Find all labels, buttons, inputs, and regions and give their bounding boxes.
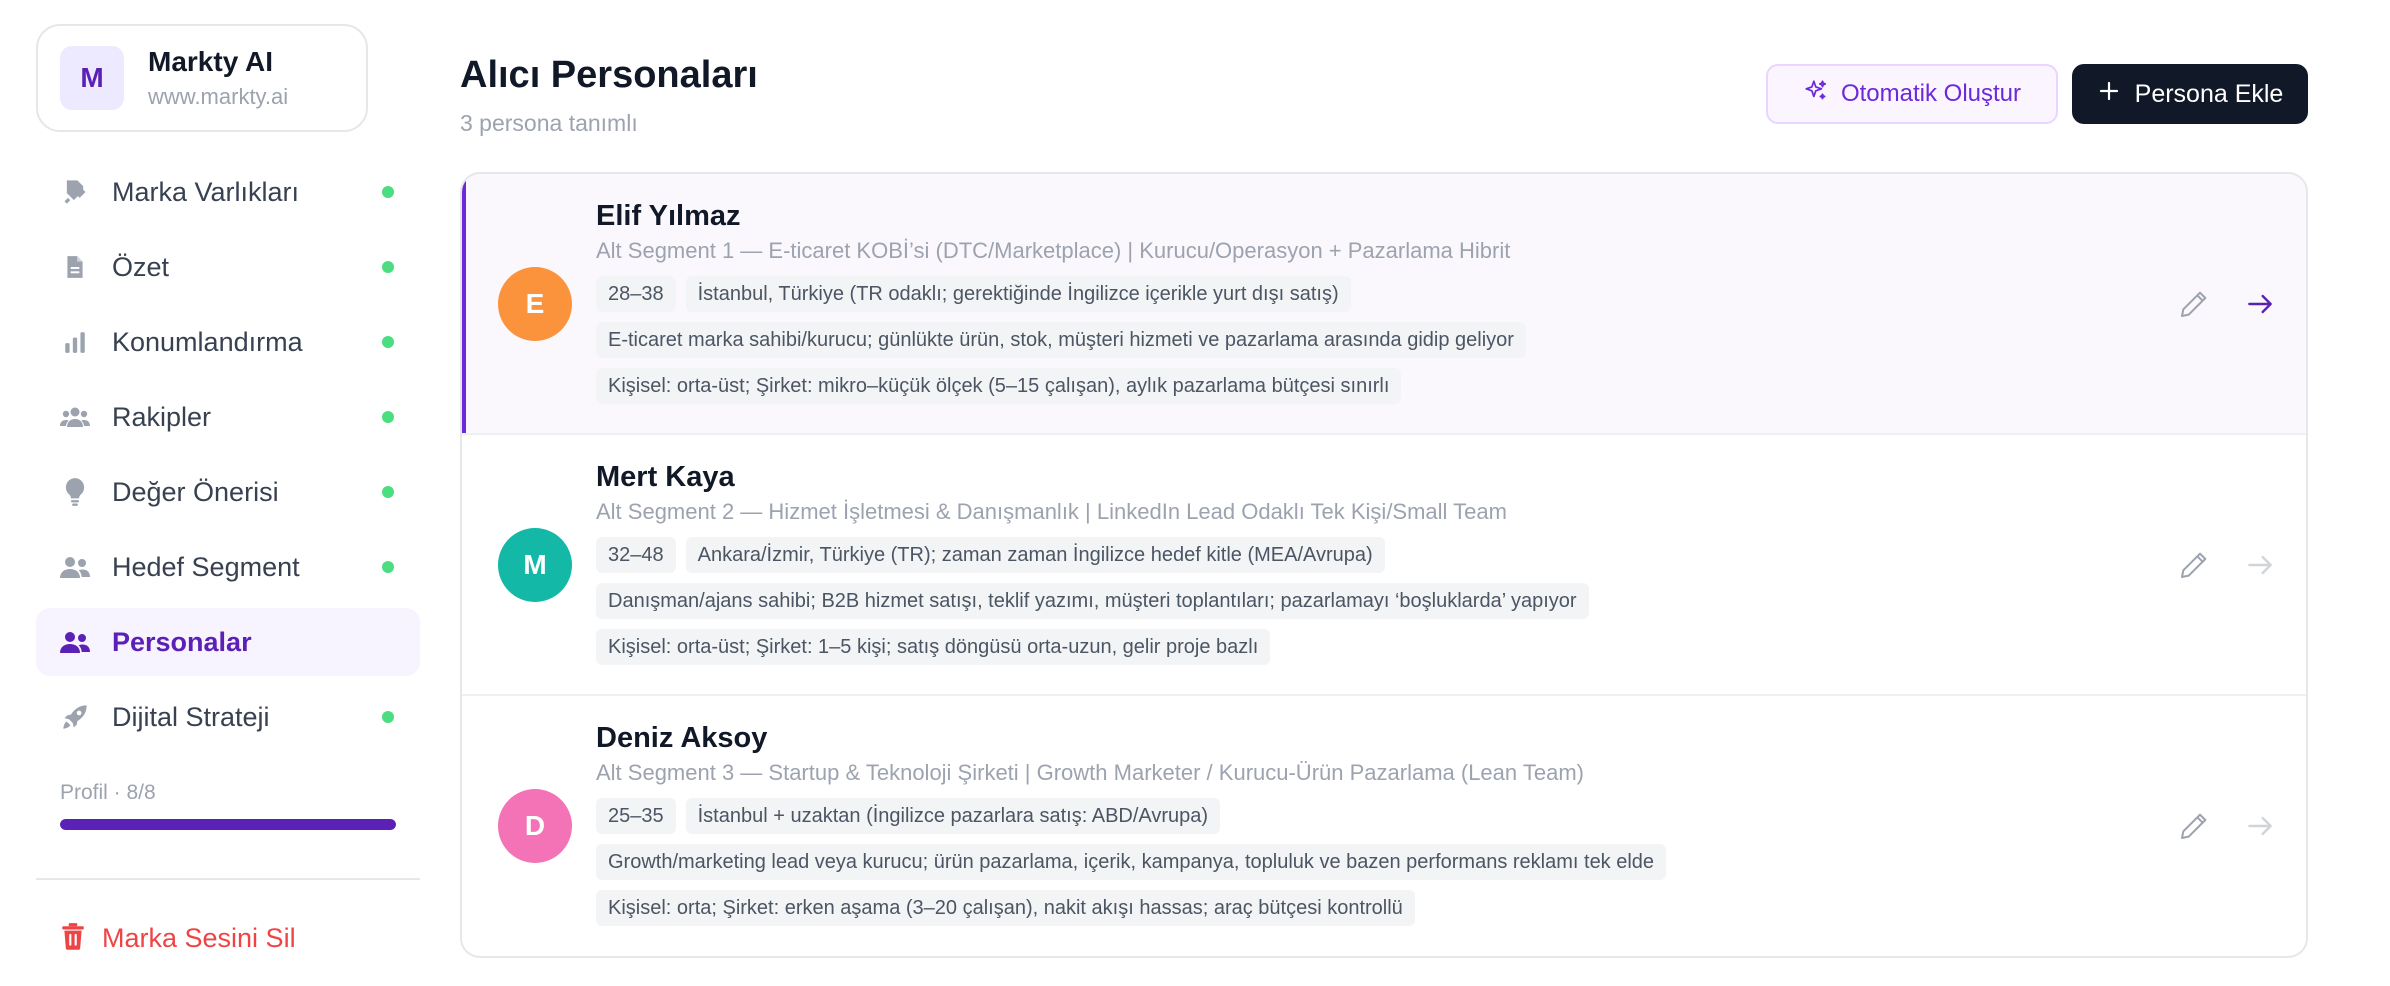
status-dot <box>382 261 394 273</box>
persona-role-chip: Growth/marketing lead veya kurucu; ürün pazarlama, içerik, kampanya, topluluk ve bazen performans reklamı tek elde <box>596 844 1666 880</box>
open-persona-button[interactable] <box>2244 549 2276 581</box>
profile-progress <box>36 781 420 830</box>
persona-location-chip: İstanbul + uzaktan (İngilizce pazarlara satış: ABD/Avrupa) <box>686 798 1220 834</box>
delete-label: Marka Sesini Sil <box>102 923 296 953</box>
persona-location-chip: İstanbul, Türkiye (TR odaklı; gerektiğinde İngilizce içerikle yurt dışı satış) <box>686 276 1351 312</box>
persona-income-chip: Kişisel: orta; Şirket: erken aşama (3–20 çalışan), nakit akışı hassas; araç bütçesi kontrollü <box>596 890 1415 926</box>
brand-avatar: M <box>60 46 124 110</box>
profile-progress-label: Profil · 8/8 <box>60 781 156 804</box>
brand-url: www.markty.ai <box>148 84 289 109</box>
open-persona-button[interactable] <box>2244 810 2276 842</box>
sidebar-nav <box>36 158 420 751</box>
arrow-right-icon <box>2244 829 2276 846</box>
page-title: Alıcı Personaları <box>460 54 758 96</box>
persona-age-chip: 25–35 <box>596 798 676 834</box>
persona-role-chip: Danışman/ajans sahibi; B2B hizmet satışı, teklif yazımı, müşteri toplantıları; pazarlamayı ‘boşluklarda’ yapıyor <box>596 583 1589 619</box>
status-dot <box>382 411 394 423</box>
persona-row[interactable] <box>462 696 2306 957</box>
persona-row[interactable] <box>462 174 2306 435</box>
persona-role-chip: E-ticaret marka sahibi/kurucu; günlükte ürün, stok, müşteri hizmeti ve pazarlama arasında gidip geliyor <box>596 322 1526 358</box>
status-dot <box>382 711 394 723</box>
status-dot <box>382 486 394 498</box>
sidebar-item-label: Personalar <box>112 626 252 657</box>
persona-income-chip: Kişisel: orta-üst; Şirket: 1–5 kişi; satış döngüsü orta-uzun, gelir proje bazlı <box>596 629 1270 665</box>
brand-card[interactable] <box>36 24 368 132</box>
persona-age-chip: 28–38 <box>596 276 676 312</box>
persona-location-chip: Ankara/İzmir, Türkiye (TR); zaman zaman İngilizce hedef kitle (MEA/Avrupa) <box>686 537 1385 573</box>
auto-generate-button[interactable] <box>1766 64 2058 124</box>
open-persona-button[interactable] <box>2244 288 2276 320</box>
sidebar-item-label: Konumlandırma <box>112 326 303 357</box>
sidebar-item-label: Dijital Strateji <box>112 701 270 732</box>
sidebar-divider <box>36 878 420 880</box>
persona-initial: M <box>523 549 547 580</box>
edit-persona-button[interactable] <box>2178 810 2210 842</box>
trash-icon <box>60 922 86 955</box>
personas-icon <box>60 627 90 657</box>
persona-income-chip: Kişisel: orta-üst; Şirket: mikro–küçük ölçek (5–15 çalışan), aylık pazarlama bütçesi sınırlı <box>596 368 1401 404</box>
sparkles-icon <box>1803 78 1829 111</box>
sidebar-item-marka-varliklari[interactable] <box>36 158 420 226</box>
sidebar-item-label: Rakipler <box>112 401 212 432</box>
page-subtitle: 3 persona tanımlı <box>460 110 638 136</box>
status-dot <box>382 186 394 198</box>
add-persona-label: Persona Ekle <box>2134 79 2284 108</box>
pencil-icon <box>2178 307 2210 324</box>
users-group-icon <box>60 402 90 432</box>
pencil-icon <box>2178 568 2210 585</box>
user-pair-icon <box>60 552 90 582</box>
sidebar-item-label: Değer Önerisi <box>112 476 279 507</box>
sidebar-item-dijital-strateji[interactable] <box>36 683 420 751</box>
persona-name: Mert Kaya <box>596 461 735 493</box>
sidebar-item-ozet[interactable] <box>36 233 420 301</box>
edit-persona-button[interactable] <box>2178 549 2210 581</box>
add-persona-button[interactable] <box>2072 64 2308 124</box>
delete-brand-voice-button[interactable] <box>60 922 296 955</box>
persona-name: Elif Yılmaz <box>596 200 741 232</box>
auto-generate-label: Otomatik Oluştur <box>1840 80 2022 107</box>
document-icon <box>60 252 90 282</box>
persona-age-chip: 32–48 <box>596 537 676 573</box>
profile-progress-track <box>60 819 396 830</box>
sidebar-item-label: Hedef Segment <box>112 551 300 582</box>
sidebar-item-hedef-segment[interactable] <box>36 533 420 601</box>
persona-segment: Alt Segment 2 — Hizmet İşletmesi & Danışmanlık | LinkedIn Lead Odaklı Tek Kişi/Small Team <box>596 499 1507 524</box>
arrow-right-icon <box>2244 307 2276 324</box>
persona-avatar <box>498 528 572 602</box>
persona-avatar <box>498 267 572 341</box>
sidebar-item-label: Marka Varlıkları <box>112 176 300 207</box>
persona-segment: Alt Segment 1 — E-ticaret KOBİ’si (DTC/Marketplace) | Kurucu/Operasyon + Pazarlama Hibrit <box>596 238 1511 263</box>
pencil-icon <box>2178 829 2210 846</box>
status-dot <box>382 336 394 348</box>
sidebar-item-deger-onerisi[interactable] <box>36 458 420 526</box>
persona-list <box>460 172 2308 958</box>
persona-name: Deniz Aksoy <box>596 722 768 754</box>
lightbulb-icon <box>60 477 90 507</box>
status-dot <box>382 561 394 573</box>
persona-row[interactable] <box>462 435 2306 696</box>
rocket-icon <box>60 702 90 732</box>
persona-initial: D <box>524 810 546 841</box>
edit-persona-button[interactable] <box>2178 288 2210 320</box>
bar-chart-icon <box>60 327 90 357</box>
sidebar-item-konumlandirma[interactable] <box>36 308 420 376</box>
brand-name: Markty AI <box>148 46 274 77</box>
sidebar-item-personalar[interactable] <box>36 608 420 676</box>
plus-icon <box>2097 79 2121 110</box>
sidebar <box>36 24 420 974</box>
profile-progress-fill <box>60 819 396 830</box>
persona-avatar <box>498 789 572 863</box>
sidebar-item-rakipler[interactable] <box>36 383 420 451</box>
persona-segment: Alt Segment 3 — Startup & Teknoloji Şirketi | Growth Marketer / Kurucu-Ürün Pazarlama (Lean Team) <box>596 760 1584 785</box>
brand-assets-icon <box>60 177 90 207</box>
arrow-right-icon <box>2244 568 2276 585</box>
sidebar-item-label: Özet <box>112 251 170 282</box>
persona-initial: E <box>525 288 545 319</box>
